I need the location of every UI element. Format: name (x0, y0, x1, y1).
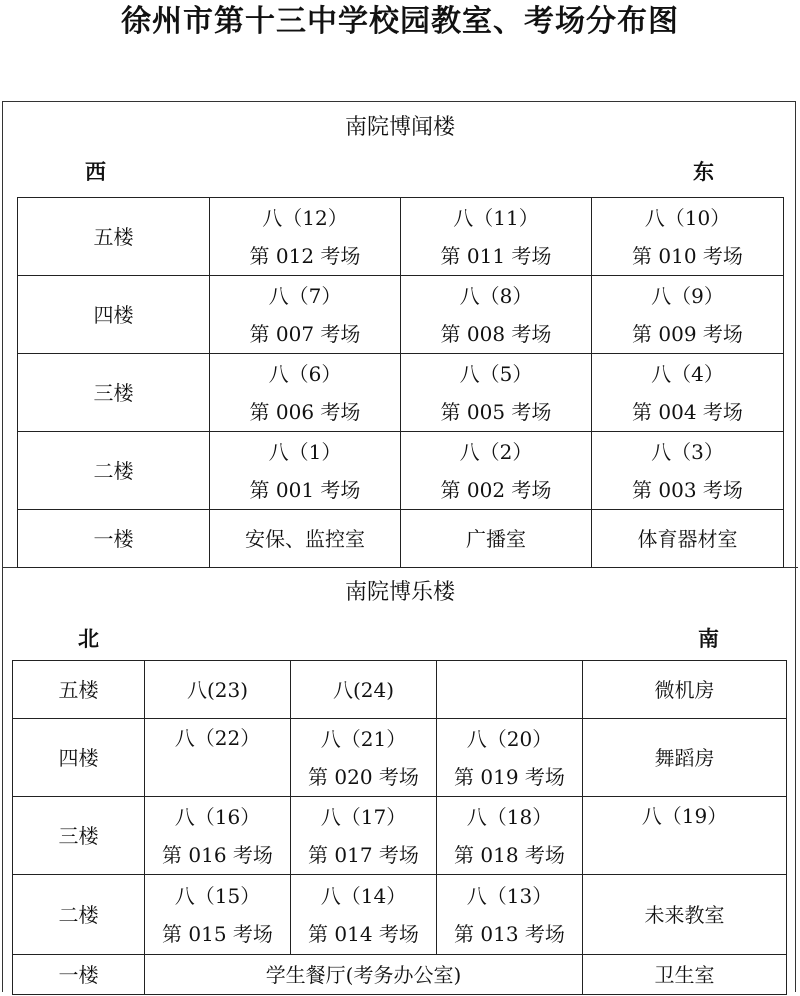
room-cell: 安保、监控室 (210, 510, 401, 568)
bowen-row-3 (18, 354, 784, 432)
class-label: 八（5） (459, 361, 533, 386)
exam-room-label: 第 014 考场 (308, 921, 419, 946)
floor-label: 五楼 (18, 198, 210, 276)
exam-room-label: 第 017 考场 (308, 842, 419, 867)
bole-row-1 (13, 955, 787, 995)
room-cell (145, 719, 291, 797)
room-cell (145, 797, 291, 875)
exam-room-label: 第 004 考场 (632, 399, 743, 424)
room-cell: 八(23) (145, 661, 291, 719)
room-cell: 体育器材室 (592, 510, 784, 568)
room-cell: 微机房 (583, 661, 787, 719)
class-label: 八（13） (466, 883, 553, 908)
room-cell (401, 432, 592, 510)
bole-floor-table (12, 660, 787, 995)
class-label: 八（6） (268, 361, 342, 386)
room-cell (401, 276, 592, 354)
room-cell (210, 432, 401, 510)
room-cell (437, 661, 583, 719)
class-label: 八（14） (320, 883, 407, 908)
building-name-bowen: 南院博闻楼 (344, 115, 455, 140)
exam-room-label: 第 020 考场 (308, 764, 419, 789)
exam-room-label: 第 003 考场 (632, 477, 743, 502)
class-label: 八（9） (651, 283, 724, 308)
room-cell: 未来教室 (583, 875, 787, 955)
floor-label: 四楼 (18, 276, 210, 354)
class-label: 八（15） (174, 883, 261, 908)
exam-room-label: 第 012 考场 (249, 243, 361, 268)
room-cell (291, 797, 437, 875)
class-label: 八（17） (320, 804, 407, 829)
room-cell (592, 276, 784, 354)
building-name-bole: 南院博乐楼 (344, 580, 455, 605)
room-cell (592, 432, 784, 510)
room-cell (401, 354, 592, 432)
room-cell: 舞蹈房 (583, 719, 787, 797)
class-label: 八（12） (262, 205, 348, 230)
bole-row-3 (13, 797, 787, 875)
room-cell (583, 797, 787, 875)
exam-room-label: 第 001 考场 (249, 477, 361, 502)
exam-room-label: 第 005 考场 (440, 399, 552, 424)
direction-east: 东 (693, 160, 714, 184)
exam-room-label: 第 013 考场 (454, 921, 565, 946)
floor-label: 一楼 (18, 510, 210, 568)
room-cell (437, 797, 583, 875)
room-cell (210, 276, 401, 354)
floor-label: 五楼 (13, 661, 145, 719)
class-label: 八（11） (453, 205, 539, 230)
floor-label: 四楼 (13, 719, 145, 797)
bowen-row-1 (18, 510, 784, 568)
floor-label: 一楼 (13, 955, 145, 995)
room-cell: 卫生室 (583, 955, 787, 995)
class-label: 八（3） (651, 439, 724, 464)
exam-room-label: 第 018 考场 (454, 842, 565, 867)
class-label: 八（4） (651, 361, 724, 386)
room-cell (210, 354, 401, 432)
exam-room-label: 第 015 考场 (162, 921, 273, 946)
floor-label: 二楼 (13, 875, 145, 955)
exam-room-label: 第 010 考场 (632, 243, 743, 268)
bole-row-2 (13, 875, 787, 955)
room-cell (592, 354, 784, 432)
floor-label: 二楼 (18, 432, 210, 510)
class-label: 八（18） (466, 804, 553, 829)
room-cell (145, 875, 291, 955)
page-title: 徐州市第十三中学校园教室、考场分布图 (121, 4, 679, 39)
class-label: 八（20） (466, 726, 553, 751)
floor-label: 三楼 (18, 354, 210, 432)
class-label: 八（1） (268, 439, 342, 464)
class-label: 八（19） (641, 804, 728, 828)
class-label: 八（8） (459, 283, 533, 308)
bowen-row-5 (18, 198, 784, 276)
bole-row-5 (13, 661, 787, 719)
room-cell (210, 198, 401, 276)
bole-row-4 (13, 719, 787, 797)
class-label: 八（7） (268, 283, 342, 308)
room-cell: 八(24) (291, 661, 437, 719)
direction-south: 南 (698, 627, 719, 651)
exam-room-label: 第 006 考场 (249, 399, 361, 424)
direction-west: 西 (85, 160, 106, 184)
bowen-row-4 (18, 276, 784, 354)
bowen-row-2 (18, 432, 784, 510)
class-label: 八（16） (174, 804, 261, 829)
room-cell (592, 198, 784, 276)
class-label: 八（21） (320, 726, 407, 751)
exam-room-label: 第 007 考场 (249, 321, 361, 346)
exam-room-label: 第 002 考场 (440, 477, 552, 502)
room-cell (437, 719, 583, 797)
exam-room-label: 第 016 考场 (162, 842, 273, 867)
bowen-floor-table (17, 197, 784, 568)
room-cell: 广播室 (401, 510, 592, 568)
exam-room-label: 第 019 考场 (454, 764, 565, 789)
room-cell: 学生餐厅(考务办公室) (145, 955, 583, 995)
room-cell (291, 875, 437, 955)
exam-room-label: 第 011 考场 (440, 243, 552, 268)
floor-label: 三楼 (13, 797, 145, 875)
class-label: 八（22） (174, 726, 261, 750)
room-cell (291, 719, 437, 797)
exam-room-label: 第 009 考场 (632, 321, 743, 346)
class-label: 八（2） (459, 439, 533, 464)
room-cell (401, 198, 592, 276)
class-label: 八（10） (644, 205, 731, 230)
direction-north: 北 (78, 627, 99, 651)
exam-room-label: 第 008 考场 (440, 321, 552, 346)
room-cell (437, 875, 583, 955)
